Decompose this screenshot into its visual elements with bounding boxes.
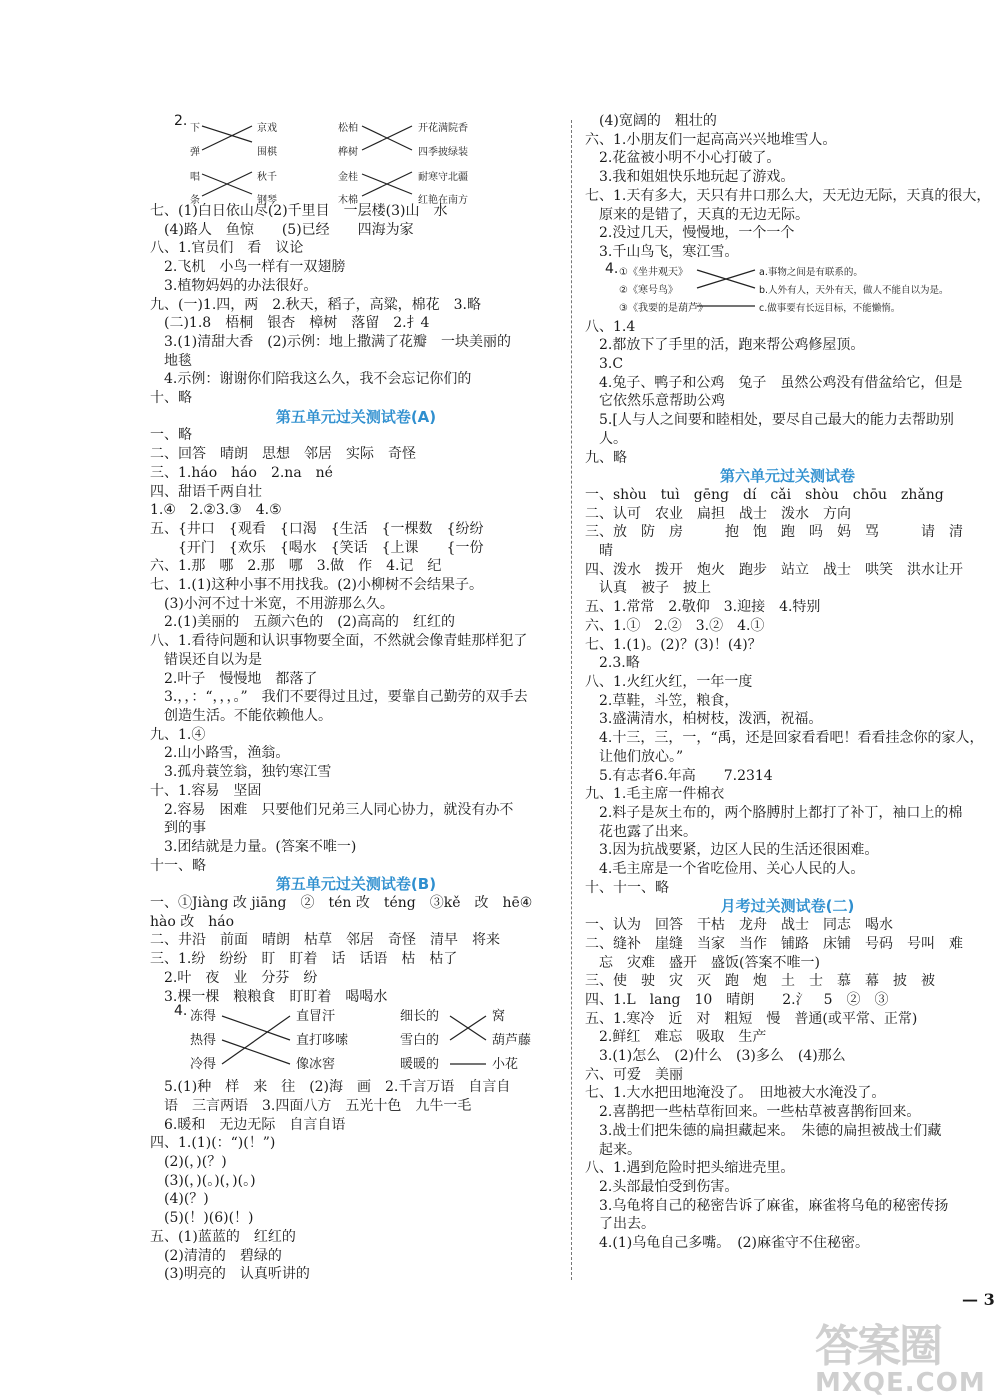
match-item: 唱 xyxy=(190,172,200,183)
right-answers-after-match xyxy=(585,318,990,468)
answer-line: 3.我和姐姐快乐地玩起了游戏。 xyxy=(585,169,795,186)
match-item: b.人外有人，天外有天，做人不能自以为是。 xyxy=(759,284,949,296)
match-item: 秋千 xyxy=(257,172,277,183)
right-column xyxy=(585,112,990,1253)
answer-line: 原来的是错了，天真的无边无际。 xyxy=(585,206,809,223)
answer-line: 3.乌龟将自己的秘密告诉了麻雀，麻雀将乌龟的秘密传扬 xyxy=(585,1197,949,1214)
answer-line: 语 三言两语 3.四面八方 五光十色 九牛一毛 xyxy=(150,1097,472,1114)
match-item: 冷得 xyxy=(190,1057,217,1073)
answer-line: 3.植物妈妈的办法很好。 xyxy=(150,277,318,294)
match-item: 像冰窖 xyxy=(296,1057,336,1073)
answer-line: hào 改 háo xyxy=(150,913,235,930)
matching-exercise-b xyxy=(150,1003,562,1078)
answer-line: 4.兔子、鸭子和公鸡 兔子 虽然公鸡没有借盆给它，但是 xyxy=(585,374,963,391)
answer-line: (2)(，)(？) xyxy=(150,1154,227,1171)
answer-line: 地毯 xyxy=(150,352,192,369)
answer-line: 4.十三，三，一，“禹，还是回家看看吧！看看挂念你的家人， xyxy=(585,730,984,747)
match-item: 条 xyxy=(190,195,200,206)
match-item: 暖暖的 xyxy=(400,1057,440,1073)
answer-line: 3.(1)清甜大香 (2)示例：地上撒满了花瓣 一块美丽的 xyxy=(150,333,512,350)
answer-line: 九、(一)1.四，两 2.秋天，稻子，高粱，棉花 3.略 xyxy=(150,296,481,313)
answer-line: 八、1.火红火红，一年一度 xyxy=(585,673,753,690)
answer-line: 4.毛主席是一个省吃俭用、关心人民的人。 xyxy=(585,861,865,878)
match-item: 热得 xyxy=(190,1033,217,1049)
match-item: 金桂 xyxy=(338,172,358,183)
match-item: 四季披绿装 xyxy=(418,147,468,158)
match-item: 4. xyxy=(605,260,619,277)
answer-line: 认真 被子 披上 xyxy=(585,580,711,597)
answer-line: 错误还自以为是 xyxy=(150,651,262,668)
answer-line: 七、1.天有多大，天只有井口那么大，天无边无际，天真的很大， xyxy=(585,187,990,204)
answer-line: 5.(1)种 样 来 往 (2)海 画 2.千言万语 自言自 xyxy=(150,1079,511,1096)
answer-line: 五、1.常常 2.敬仰 3.迎接 4.特别 xyxy=(585,599,821,616)
match-item: 松柏 xyxy=(338,123,358,134)
answer-line: 花也露了出来。 xyxy=(585,823,697,840)
answer-line: (4)(？) xyxy=(150,1191,209,1208)
answer-line: 一、①Jiàng 改 jiāng ② tén 改 téng ③kě 改 hē④ xyxy=(150,895,533,912)
answer-line: 八、1.看待问题和认识事物要全面，不然就会像青蛙那样犯了 xyxy=(150,633,528,650)
answer-line: 九、略 xyxy=(585,449,627,466)
answer-line: 六、1.那 哪 2.那 哪 3.做 作 4.记 纪 xyxy=(150,558,442,575)
answer-line: 六、可爱 美丽 xyxy=(585,1066,683,1083)
answer-line: 九、1.毛主席一件棉衣 xyxy=(585,786,725,803)
answer-line: 一、略 xyxy=(150,427,192,444)
match-item: 钢琴 xyxy=(257,195,277,206)
right-top-answers xyxy=(585,112,990,262)
answer-line: 2.草鞋，斗笠，粮食， xyxy=(585,692,739,709)
match-item: 小花 xyxy=(492,1057,519,1073)
answer-line: 3.孤舟蓑笠翁，独钓寒江雪 xyxy=(150,764,332,781)
answer-line: 6.暖和 无边无际 自言自语 xyxy=(150,1116,346,1133)
answer-line: 二、认可 农业 扁担 战士 泼水 方向 xyxy=(585,505,851,522)
answer-line: 2.飞机 小鸟一样有一双翅膀 xyxy=(150,259,346,276)
answer-line: 创造生活。不能依赖他人。 xyxy=(150,707,332,724)
answer-line: 七、1.(1)。(2)？(3)！(4)？ xyxy=(585,636,762,653)
match-item: 弹 xyxy=(190,147,200,158)
answer-line: 5.[人与人之间要和睦相处，要尽自己最大的能力去帮助别 xyxy=(585,412,954,429)
answer-line: (5)(！)(6)(！) xyxy=(150,1210,254,1227)
answer-line: 2.叶子 慢慢地 都落了 xyxy=(150,670,318,687)
match-item: 木棉 xyxy=(338,195,358,206)
answer-line: 让他们放心。” xyxy=(585,748,684,765)
match-item: 细长的 xyxy=(400,1009,440,1025)
left-top-answers xyxy=(150,202,562,408)
answer-line: 三、1.háo háo 2.na né xyxy=(150,464,333,481)
answer-line: (4)路人 鱼惊 (5)已经 四海为家 xyxy=(150,221,414,238)
answer-line: 五、{井口 {观看 {口渴 {生活 {一棵数 {纷纷 xyxy=(150,520,484,537)
match-item: 耐寒守北疆 xyxy=(418,172,468,183)
answer-line: 它依然乐意帮助公鸡 xyxy=(585,393,725,410)
match-item: ③《我要的是葫芦》 xyxy=(619,302,708,314)
answer-line: 五、1.寒冷 近 对 粗短 慢 普通(或平常、正常) xyxy=(585,1010,918,1027)
answer-line: 2.3.略 xyxy=(585,655,640,672)
monthly-test-answers xyxy=(585,916,990,1253)
match-item: 冻得 xyxy=(190,1009,217,1025)
answer-line: (3)(，)(。)(，)(。) xyxy=(150,1172,256,1189)
answer-line: 3.(1)怎么 (2)什么 (3)多么 (4)那么 xyxy=(585,1048,846,1065)
answer-line: 八、1.官员们 看 议论 xyxy=(150,240,304,257)
page-number: — 3 xyxy=(962,1290,995,1309)
match-item: 桦树 xyxy=(338,147,358,158)
answer-line: 2.没过几天，慢慢地，一个一个 xyxy=(585,225,795,242)
answer-line: 五、(1)蓝蓝的 红红的 xyxy=(150,1228,296,1245)
answer-line: 3.盛满清水，柏树枝，泼洒，祝福。 xyxy=(585,711,823,728)
section-5b-title: 第五单元过关测试卷(B) xyxy=(275,875,437,894)
watermark-url: MXQE.COM xyxy=(815,1368,986,1398)
match-item: a.事物之间是有联系的。 xyxy=(759,266,863,278)
answer-line: 2.头部最怕受到伤害。 xyxy=(585,1178,739,1195)
answer-line: 2.容易 困难 只要他们兄弟三人同心协力，就没有办不 xyxy=(150,801,514,818)
answer-line: 2.(1)美丽的 五颜六色的 (2)高高的 红红的 xyxy=(150,614,456,631)
section-6-title: 第六单元过关测试卷 xyxy=(719,467,855,486)
answer-line: 起来。 xyxy=(585,1141,641,1158)
answer-line: 3.战士们把朱德的扁担藏起来。 朱德的扁担被战士们藏 xyxy=(585,1122,942,1139)
watermark-text: 答案圈 xyxy=(815,1321,941,1372)
match-item: 雪白的 xyxy=(400,1033,440,1049)
answer-line: 4.示例：谢谢你们陪我这么久，我不会忘记你们的 xyxy=(150,371,472,388)
answer-line: (2)清清的 碧绿的 xyxy=(150,1247,282,1264)
section-5a-title: 第五单元过关测试卷(A) xyxy=(275,407,437,426)
section-5b-answers-continued xyxy=(150,1078,562,1284)
match-item: 围棋 xyxy=(257,147,277,158)
answer-line: 十、十一、略 xyxy=(585,879,669,896)
answer-line: 晴 xyxy=(585,543,613,560)
match-item: c.做事要有长远目标，不能懒惰。 xyxy=(759,302,901,314)
answer-line: 三、使 驶 灾 灭 跑 炮 土 士 慕 幕 披 被 xyxy=(585,973,935,990)
answer-line: 忘 灾难 盛开 盛饭(答案不唯一) xyxy=(585,954,820,971)
answer-line: 了出去。 xyxy=(585,1216,655,1233)
answer-line: 四、泼水 拨开 炮火 跑步 站立 战士 哄笑 洪水让开 xyxy=(585,561,963,578)
answer-line: 十、略 xyxy=(150,390,192,407)
answer-line: 二、井沿 前面 晴朗 枯草 邻居 奇怪 清早 将来 xyxy=(150,932,500,949)
match-item: 下 xyxy=(190,123,200,134)
answer-line: 3.棵一棵 粮粮食 盯盯着 喝喝水 xyxy=(150,988,388,1005)
match-item: 京戏 xyxy=(257,123,277,134)
section-6-answers xyxy=(585,486,990,897)
answer-line: 2.鲜红 难忘 吸取 生产 xyxy=(585,1029,767,1046)
answer-line: 六、1.小朋友们一起高高兴兴地堆雪人。 xyxy=(585,131,837,148)
answer-line: 十、1.容易 坚固 xyxy=(150,782,262,799)
match-item: 直打哆嗦 xyxy=(296,1033,349,1049)
match-item: 2. xyxy=(174,113,188,129)
match-item: 4. xyxy=(174,1003,188,1020)
match-item: ②《寒号鸟》 xyxy=(619,284,678,296)
answer-line: 到的事 xyxy=(150,820,206,837)
answer-line: 5.有志者6.年高 7.2314 xyxy=(585,767,773,784)
answer-line: 十一、略 xyxy=(150,857,206,874)
answer-line: 七、1.(1)这种小事不用找我。(2)小柳树不会结果子。 xyxy=(150,577,484,594)
answer-line: 2.叶 夜 业 分芬 纷 xyxy=(150,969,318,986)
match-item: 窝 xyxy=(492,1009,506,1025)
answer-line: 3.，，：“，，，。” 我们不要得过且过，要靠自己勤劳的双手去 xyxy=(150,689,528,706)
answer-line: 1.④ 2.②3.③ 4.⑤ xyxy=(150,502,282,519)
watermark-logo xyxy=(815,1310,986,1398)
answer-line: 四、1.L lang 10 晴朗 2.氵 5 ② ③ xyxy=(585,991,889,1008)
match-item: 开花满院香 xyxy=(418,123,468,134)
matching-exercise-a xyxy=(150,112,562,206)
match-item: 葫芦藤 xyxy=(492,1033,532,1049)
answer-line: 二、缝补 崖缝 当家 当作 铺路 床铺 号码 号叫 难 xyxy=(585,935,963,952)
answer-line: 六、1.① 2.② 3.② 4.① xyxy=(585,617,765,634)
answer-line: 一、shòu tuì gēng dí cǎi shòu chōu zhǎng xyxy=(585,486,944,503)
answer-line: 三、放 防 房 抱 饱 跑 吗 妈 骂 请 清 xyxy=(585,524,963,541)
match-item: 红艳在南方 xyxy=(418,195,468,206)
answer-line: 3.千山鸟飞，寒江雪。 xyxy=(585,243,739,260)
section-5b-answers xyxy=(150,894,562,1006)
answer-line: (4)宽阔的 粗壮的 xyxy=(585,113,717,129)
answer-line: 3.团结就是力量。(答案不唯一) xyxy=(150,838,357,855)
answer-line: (3)明亮的 认真听讲的 xyxy=(150,1266,310,1283)
left-column xyxy=(150,112,562,1284)
answer-line: 人。 xyxy=(585,430,627,447)
answer-line: 七、1.大水把田地淹没了。 田地被大水淹没了。 xyxy=(585,1085,886,1102)
answer-line: 七、(1)白日依山尽(2)千里目 一层楼(3)山 水 xyxy=(150,203,448,219)
answer-line: 二、回答 晴朗 思想 邻居 实际 奇怪 xyxy=(150,446,416,463)
answer-line: 4.(1)乌龟自己多嘴。 (2)麻雀守不住秘密。 xyxy=(585,1235,870,1252)
answer-line: 3.因为抗战要紧，边区人民的生活还很困难。 xyxy=(585,842,879,859)
answer-line: 九、1.④ xyxy=(150,726,206,743)
answer-line: {开门 {欢乐 {喝水 {笑话 {上课 {一份 xyxy=(150,539,484,556)
answer-line: 四、甜语千两自壮 xyxy=(150,483,262,500)
answer-line: 三、1.纷 纷纷 盯 盯着 话 话语 枯 枯了 xyxy=(150,951,458,968)
match-item: 直冒汗 xyxy=(296,1009,336,1025)
section-5a-answers xyxy=(150,426,562,875)
answer-line: 四、1.(1)(：“)(！”) xyxy=(150,1135,276,1152)
answer-line: 一、认为 回答 干枯 龙舟 战士 同志 喝水 xyxy=(585,917,893,934)
answer-line: 八、1.遇到危险时把头缩进壳里。 xyxy=(585,1160,795,1177)
monthly-test-title: 月考过关测试卷(二) xyxy=(720,897,855,916)
answer-line: 3.C xyxy=(585,356,624,373)
matching-exercise-c xyxy=(585,262,990,318)
answer-line: 2.料子是灰土布的，两个胳膊肘上都打了补丁，袖口上的棉 xyxy=(585,804,963,821)
answer-line: (3)小河不过十米宽，不用游那么久。 xyxy=(150,595,394,612)
answer-line: 2.都放下了手里的活，跑来帮公鸡修屋顶。 xyxy=(585,337,865,354)
answer-line: 2.喜鹊把一些枯草衔回来。一些枯草被喜鹊衔回来。 xyxy=(585,1104,921,1121)
column-divider xyxy=(571,120,572,1280)
answer-line: (二)1.8 梧桐 银杏 樟树 落留 2.扌4 xyxy=(150,315,430,332)
answer-line: 2.花盆被小明不小心打破了。 xyxy=(585,150,781,167)
answer-line: 八、1.4 xyxy=(585,318,636,335)
answer-line: 2.山小路雪，渔翁。 xyxy=(150,745,290,762)
match-item: ①《坐井观天》 xyxy=(619,266,688,278)
